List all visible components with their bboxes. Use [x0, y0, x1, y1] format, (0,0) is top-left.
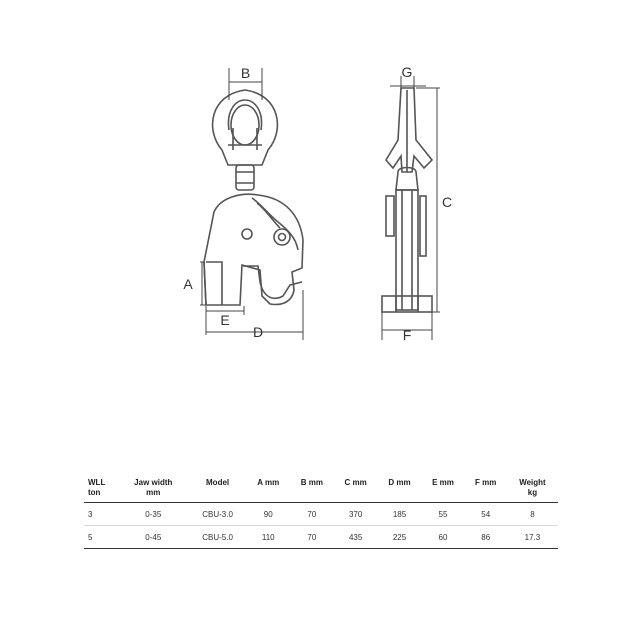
table-cell: 86 [465, 526, 507, 549]
table-cell: 0-45 [118, 526, 189, 549]
dimension-label-f: F [402, 327, 412, 343]
table-cell: 54 [465, 503, 507, 526]
table-cell: 8 [507, 503, 558, 526]
table-cell: 70 [290, 503, 334, 526]
header-d: D mm [378, 472, 422, 503]
table-cell: 70 [290, 526, 334, 549]
header-wll: WLL ton [84, 472, 118, 503]
side-plate-outer [396, 190, 418, 310]
table-cell: 225 [378, 526, 422, 549]
header-model: Model [189, 472, 247, 503]
dimension-label-b: B [240, 65, 251, 81]
table-cell: 435 [334, 526, 378, 549]
dimension-label-d: D [252, 324, 264, 340]
dimension-c [416, 88, 452, 312]
header-c: C mm [334, 472, 378, 503]
table-cell: 0-35 [118, 503, 189, 526]
table-row [84, 503, 558, 526]
specifications-table [84, 472, 558, 549]
swivel-link [236, 165, 254, 190]
cam-pin [274, 229, 290, 245]
dimension-b [229, 65, 262, 100]
table-cell: 90 [247, 503, 290, 526]
header-e: E mm [421, 472, 464, 503]
table-header-row [84, 472, 558, 503]
header-a: A mm [247, 472, 290, 503]
dimension-f [382, 312, 432, 343]
dimension-e [206, 306, 244, 335]
dimension-g [390, 64, 426, 90]
table-cell: CBU-3.0 [189, 503, 247, 526]
table-cell: 185 [378, 503, 422, 526]
table-cell: 370 [334, 503, 378, 526]
dimension-label-c: C [441, 194, 453, 210]
table-cell: 5 [84, 526, 118, 549]
dimension-label-g: G [401, 64, 413, 80]
table-cell: 110 [247, 526, 290, 549]
table-cell: CBU-5.0 [189, 526, 247, 549]
header-weight: Weight kg [507, 472, 558, 503]
header-f: F mm [465, 472, 507, 503]
table-cell: 17.3 [507, 526, 558, 549]
side-view [382, 88, 432, 312]
dimension-label-a: A [183, 276, 193, 292]
dimension-label-e: E [220, 312, 230, 328]
table-cell: 60 [421, 526, 464, 549]
table-row [84, 526, 558, 549]
dimension-a [183, 262, 206, 305]
header-b: B mm [290, 472, 334, 503]
table-cell: 55 [421, 503, 464, 526]
lifting-eye [213, 90, 278, 165]
hanger-plate [386, 88, 432, 172]
front-view [204, 90, 303, 305]
header-jaw-width: Jaw width mm [118, 472, 189, 503]
pivot-pin [242, 229, 252, 239]
table-cell: 3 [84, 503, 118, 526]
